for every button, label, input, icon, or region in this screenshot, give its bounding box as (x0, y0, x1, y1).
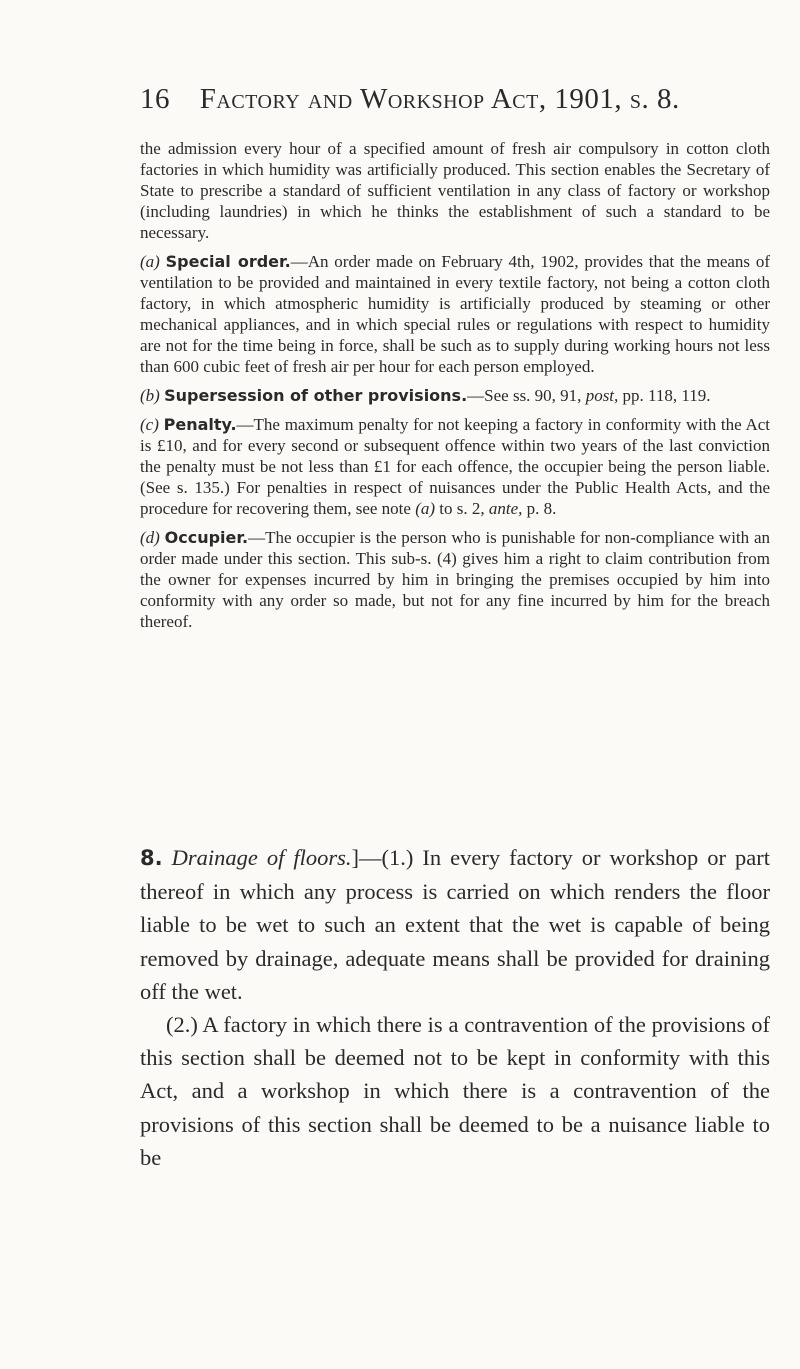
section-title-close: ] (351, 845, 359, 870)
note-mark: (a) (140, 252, 160, 271)
note-text: —See ss. 90, 91, (467, 386, 582, 405)
commentary-notes (140, 138, 770, 632)
note-text: —An order made on February 4th, 1902, provides that the means of ventilation to be provided and maintained in every textile factory, not being a cotton cloth factory, in which atmospheric humidity is artificially produced by steaming or other mechanical appliances, and in which special rules or regulations with respect to humidity are not for the time being in force, shall be such as to supply during working hours not less than 600 cubic feet of fresh air per hour for each person employed. (140, 252, 770, 376)
note-penalty (140, 414, 770, 519)
note-mark: (c) (140, 415, 159, 434)
note-label: Special order. (165, 252, 291, 271)
note-italic: post, (585, 386, 619, 405)
note-tail: pp. 118, 119. (622, 386, 711, 405)
note-label: Supersession of other provisions. (164, 386, 468, 405)
note-ref: (a) (415, 499, 436, 518)
subsection-1-text: —(1.) In every factory or workshop or part thereof in which any process is carried on which renders the floor liable to be wet to such an extent that the wet is capable of being removed by drainage, adequate means shall be provided for draining off the wet. (140, 845, 771, 1004)
note-label: Occupier. (164, 528, 249, 547)
note-special-order (140, 251, 770, 377)
note-ante: ante, (488, 499, 523, 518)
section-subsection-2: (2.) A factory in which there is a contravention of the provisions of this section shall be deemed not to be kept in conformity with this Act, and a workshop in which there is a contravention of the provisions of this section shall be deemed to be a nuisance liable to be (140, 1012, 770, 1170)
page-number: 16 (140, 83, 170, 115)
running-title: Factory and Workshop Act, 1901, s. 8. (199, 83, 680, 115)
running-header (140, 83, 780, 116)
section-title: Drainage of floors. (171, 845, 352, 870)
note-ref-text: to s. 2, (439, 499, 485, 518)
note-supersession (140, 385, 770, 406)
note-label: Penalty. (163, 415, 237, 434)
note-text: —The occupier is the person who is punishable for non-compliance with an order made under this section. This sub-s. (4) gives him a right to claim contribution from the owner for expenses incurred by him in bringing the premises occupied by him into conformity with any order so made, but not for any fine incurred by him for the breach thereof. (140, 528, 770, 631)
section-number: 8. (140, 846, 163, 870)
note-ref-page: p. 8. (526, 499, 557, 518)
section-text (140, 841, 770, 1207)
intro-paragraph: the admission every hour of a specified amount of fresh air compulsory in cotton cloth factories in which humidity was artificially produced. This section enables the Secretary of State to prescribe a standard of sufficient ventilation in any class of factory or workshop (including laundries) in which he thinks the establishment of such a standard to be necessary. (140, 139, 770, 242)
note-occupier (140, 527, 770, 632)
note-mark: (b) (140, 386, 160, 405)
note-mark: (d) (140, 528, 160, 547)
section-subsection-1 (140, 841, 770, 1008)
note-text: —The maximum penalty for not keeping a factory in conformity with the Act is £10, and for every second or subsequent offence within two years of the last conviction the penalty must be not less than £1 for each offence, the occupier being the person liable. (See s. 135.) For penalties in respect of nuisances under the Public Health Acts, and the procedure for recovering them, see note (140, 415, 771, 518)
